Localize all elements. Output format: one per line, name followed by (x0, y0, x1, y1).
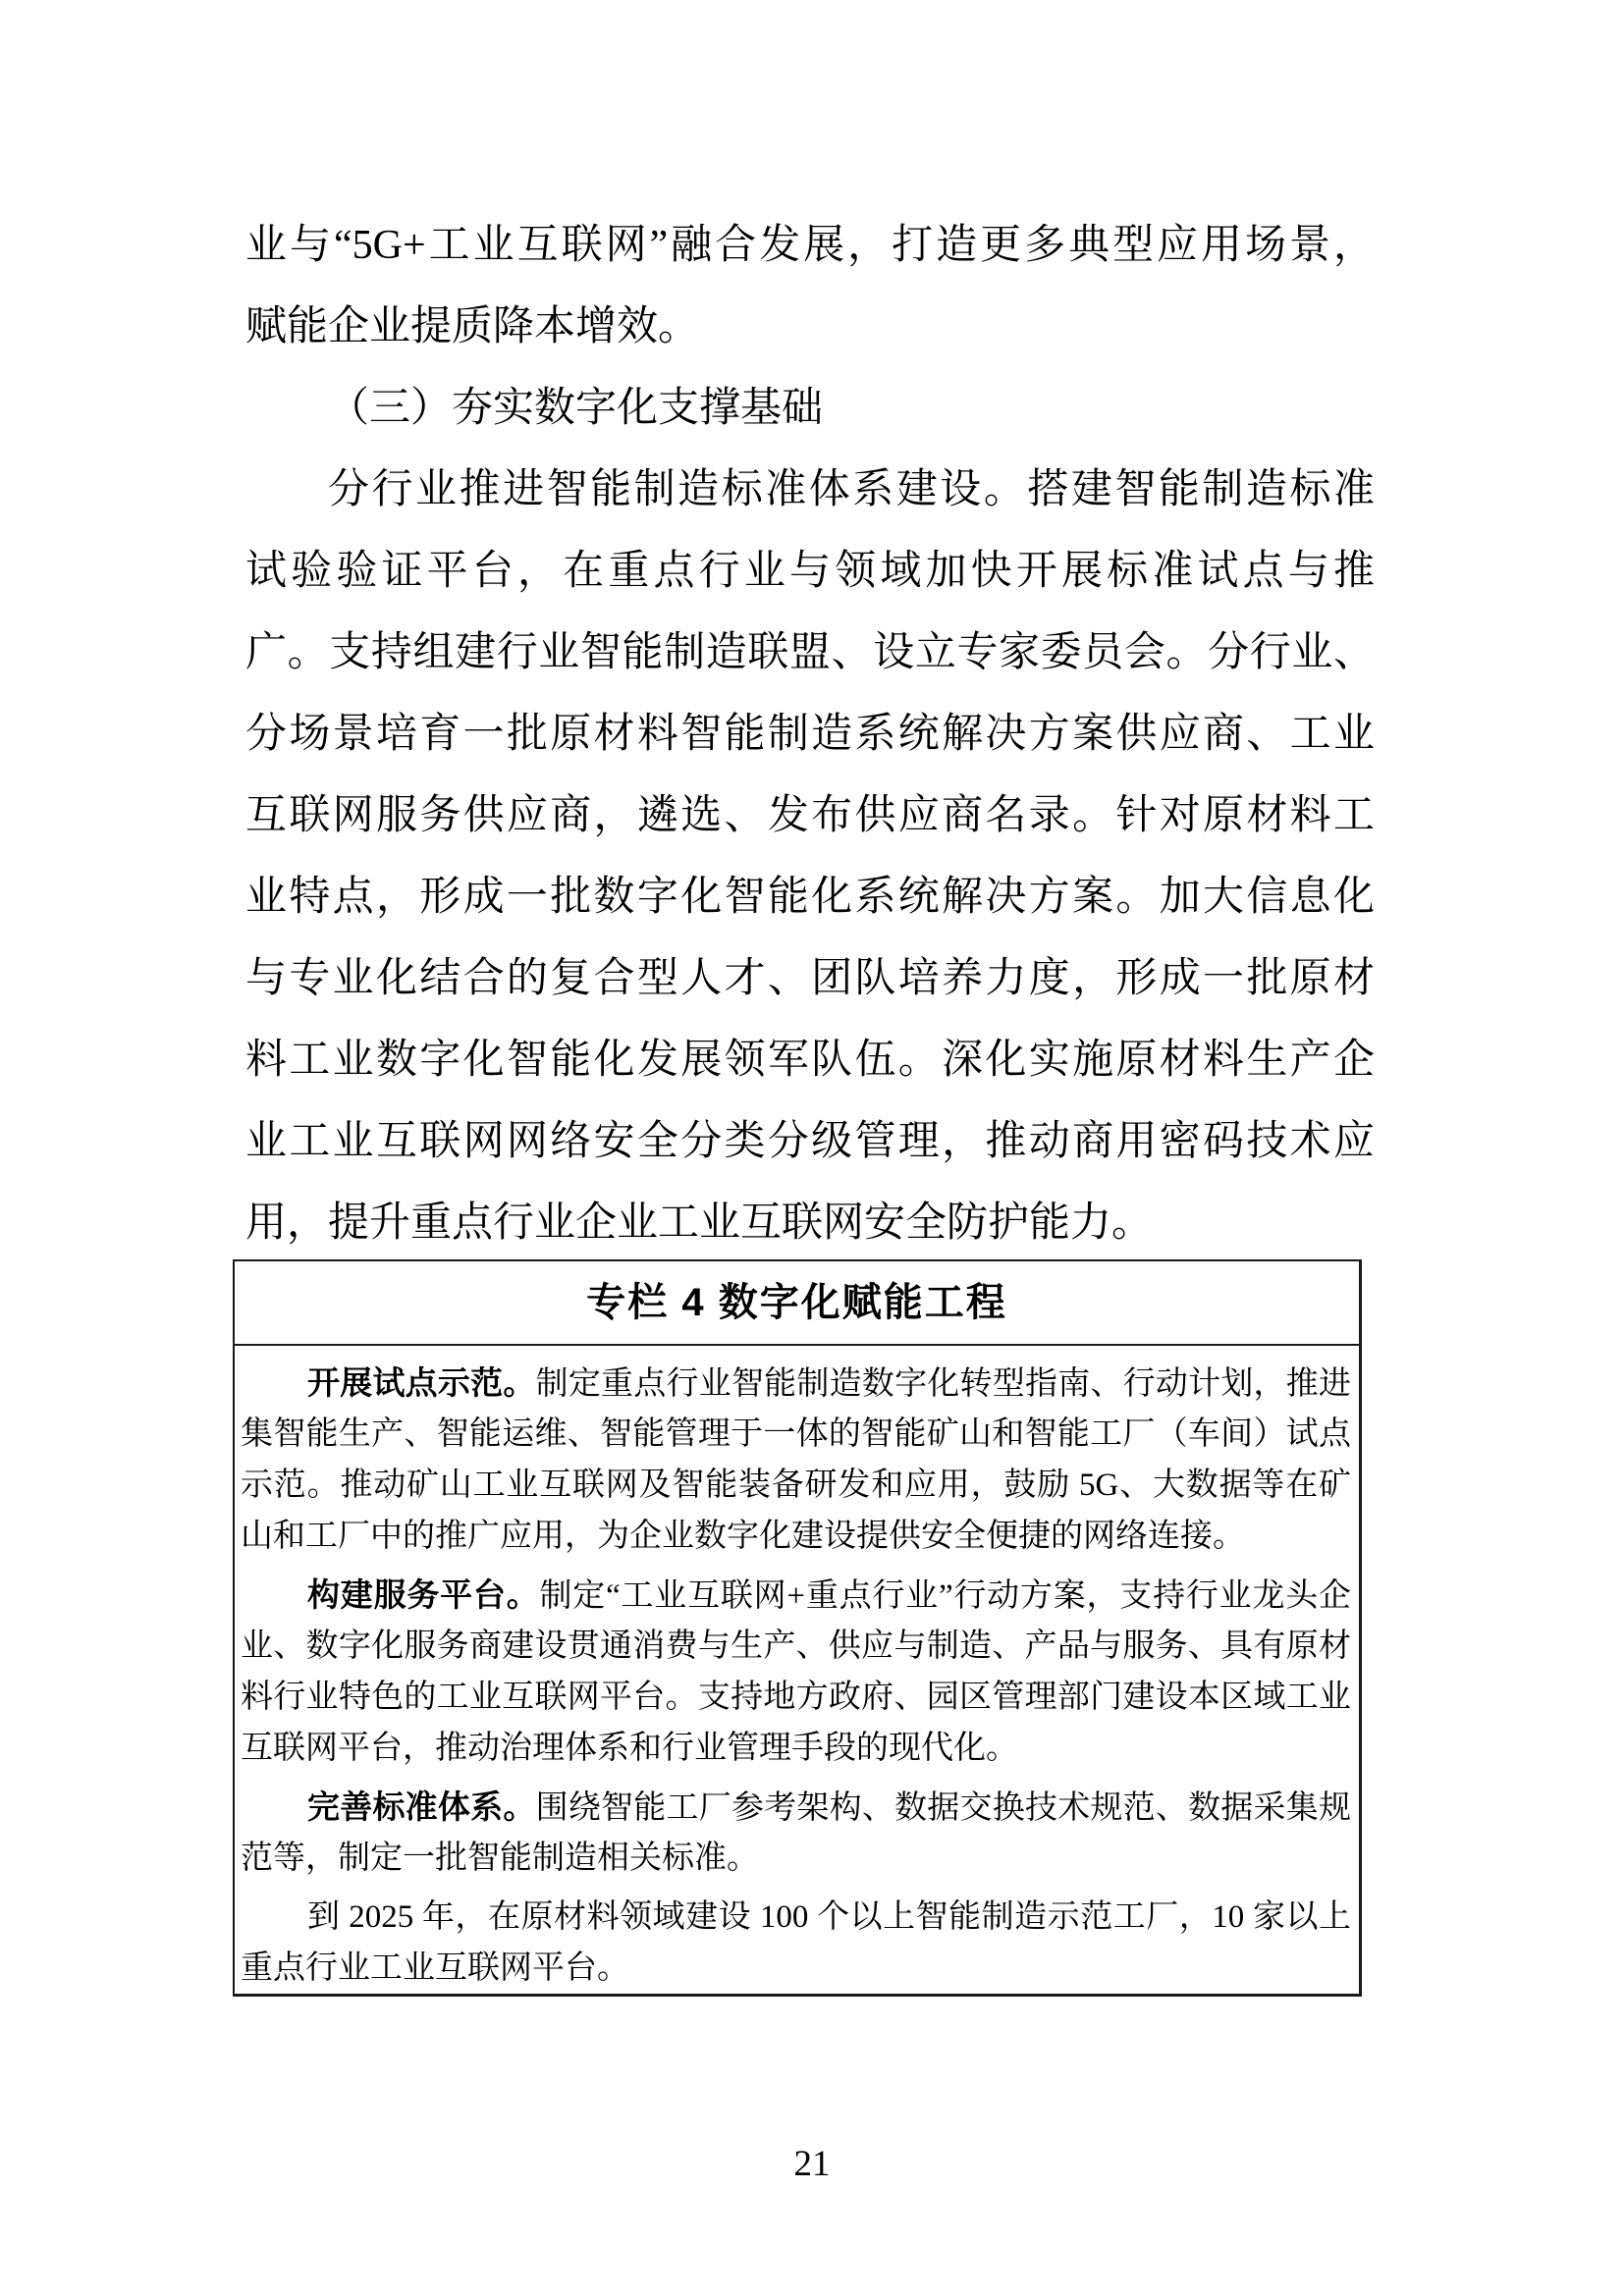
box-text-line (241, 1460, 1351, 1511)
line-text: 业工业互联网网络安全分类分级管理，推动商用密码技术应 (245, 1119, 1375, 1164)
box-text-line (241, 1621, 1351, 1672)
column-box-body (235, 1346, 1359, 1994)
column-box-title: 专栏 4 数字化赋能工程 (235, 1261, 1359, 1346)
body-text-line (245, 1020, 1375, 1101)
box-text-line (241, 1723, 1351, 1774)
body-text-line (245, 531, 1375, 613)
bold-lead-label: 开展试点示范。 (307, 1364, 536, 1401)
body-text-line (245, 450, 1375, 531)
body-text-line (245, 368, 1375, 450)
box-text-line (241, 1782, 1351, 1833)
line-text: 用，提升重点行业企业工业互联网安全防护能力。 (245, 1201, 1154, 1246)
line-text: （三）夯实数字化支撑基础 (328, 386, 824, 431)
box-text-line (241, 1672, 1351, 1723)
line-text: 业特点，形成一批数字化智能化系统解决方案。加大信息化 (245, 875, 1375, 920)
page-footer (0, 2143, 1624, 2186)
line-text: 制定重点行业智能制造数字化转型指南、行动计划，推进 (535, 1366, 1351, 1402)
body-text-line (245, 1183, 1375, 1264)
body-text-line (245, 287, 1375, 368)
line-text: 料工业数字化智能化发展领军队伍。深化实施原材料生产企 (245, 1038, 1375, 1083)
bold-lead-label: 完善标准体系。 (307, 1789, 536, 1825)
line-text: 分场景培育一批原材料智能制造系统解决方案供应商、工业 (245, 712, 1375, 757)
line-text: 示范。推动矿山工业互联网及智能装备研发和应用，鼓励 5G、大数据等在矿 (241, 1468, 1351, 1503)
line-text: 山和工厂中的推广应用，为企业数字化建设提供安全便捷的网络连接。 (241, 1519, 1245, 1554)
line-text: 业、数字化服务商建设贯通消费与生产、供应与制造、产品与服务、具有原材 (241, 1629, 1351, 1664)
box-text-line (241, 1943, 1351, 1994)
line-text: 赋能企业提质降本增效。 (245, 304, 700, 349)
line-text: 业与“5G+工业互联网”融合发展，打造更多典型应用场景， (245, 223, 1375, 268)
line-text: 分行业推进智能制造标准体系建设。搭建智能制造标准 (328, 467, 1375, 512)
line-text: 到 2025 年，在原材料领域建设 100 个以上智能制造示范工厂，10 家以上 (307, 1899, 1351, 1935)
body-text-line (245, 613, 1375, 694)
line-text: 料行业特色的工业互联网平台。支持地方政府、园区管理部门建设本区域工业 (241, 1680, 1351, 1715)
line-text: 制定“工业互联网+重点行业”行动方案，支持行业龙头企 (539, 1578, 1351, 1614)
line-text: 重点行业工业互联网平台。 (241, 1950, 629, 1986)
body-text-line (245, 1101, 1375, 1183)
page-number: 21 (793, 2144, 831, 2184)
line-text: 互联网平台，推动治理体系和行业管理手段的现代化。 (241, 1731, 1018, 1766)
main-text-block (245, 205, 1375, 1264)
line-text: 围绕智能工厂参考架构、数据交换技术规范、数据采集规 (535, 1790, 1351, 1826)
line-text: 与专业化结合的复合型人才、团队培养力度，形成一批原材 (245, 956, 1375, 1001)
line-text: 集智能生产、智能运维、智能管理于一体的智能矿山和智能工厂（车间）试点 (241, 1416, 1351, 1452)
line-text: 广。支持组建行业智能制造联盟、设立专家委员会。分行业、 (245, 630, 1375, 675)
body-text-line (245, 694, 1375, 775)
box-text-line (241, 1409, 1351, 1460)
line-text: 试验验证平台，在重点行业与领域加快开展标准试点与推 (245, 549, 1375, 594)
column-box (233, 1259, 1362, 1997)
body-text-line (245, 857, 1375, 938)
box-text-line (241, 1511, 1351, 1562)
line-text: 互联网服务供应商，遴选、发布供应商名录。针对原材料工 (245, 793, 1375, 838)
line-text: 范等，制定一批智能制造相关标准。 (241, 1841, 759, 1876)
body-text-line (245, 938, 1375, 1020)
box-text-line (241, 1833, 1351, 1884)
box-text-line (241, 1358, 1351, 1409)
body-text-line (245, 205, 1375, 287)
box-text-line (241, 1892, 1351, 1943)
body-text-line (245, 775, 1375, 857)
box-text-line (241, 1570, 1351, 1621)
bold-lead-label: 构建服务平台。 (307, 1576, 540, 1613)
